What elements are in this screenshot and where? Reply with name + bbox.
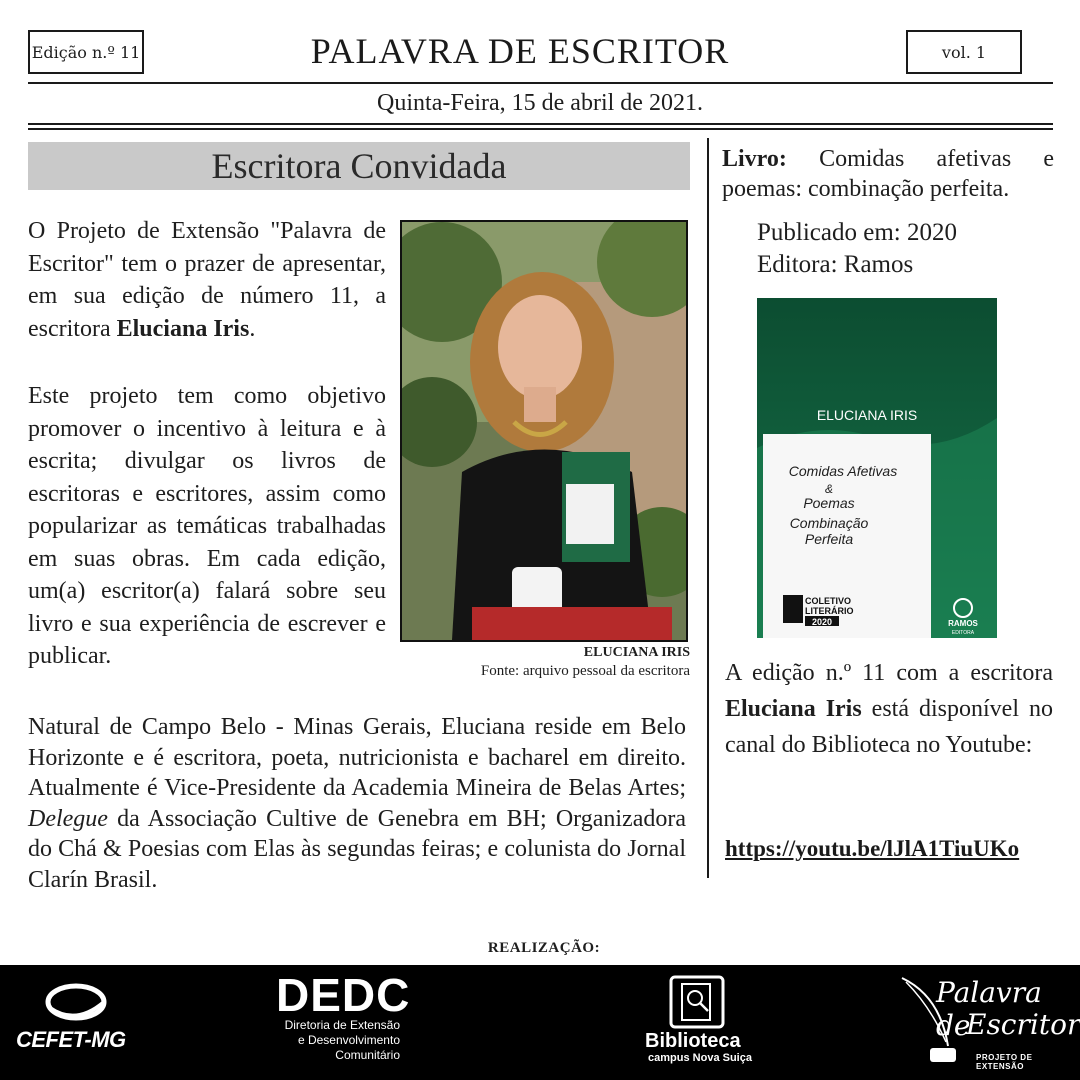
cover-title-3: Poemas	[803, 495, 855, 511]
youtube-link[interactable]: https://youtu.be/lJlA1TiuUKo	[725, 836, 1020, 861]
double-rule-bottom	[28, 128, 1053, 130]
column-divider	[707, 138, 709, 878]
cover-publisher-sub: EDITORA	[951, 630, 975, 636]
library-campus: campus Nova Suiça	[648, 1052, 752, 1064]
cover-author: ELUCIANA IRIS	[816, 407, 918, 423]
volume-text: vol. 1	[941, 42, 987, 62]
objective-paragraph: Este projeto tem como objetivo promover o incentivo à leitura e à escrita; divulgar os livros de escritoras e escritores, assim como popularizar as temáticas trabalhadas em suas obras. Em cada edição, um(a) escritor(a) falará sobre seu livro e sua experiência de escrever e publicar.	[28, 383, 386, 669]
issue-date: Quinta-Feira, 15 de abril de 2021.	[377, 90, 703, 116]
availability-paragraph: A edição n.º 11 com a escritora Eluciana Iris está disponível no canal do Biblioteca no Youtube:	[725, 660, 1053, 758]
section-header: Escritora Convidada	[28, 142, 690, 190]
edition-text: Edição n.º 11	[31, 42, 141, 62]
library-book-icon	[668, 974, 726, 1034]
book-info	[722, 144, 1054, 204]
photo-caption-source: Fonte: arquivo pessoal da escritora	[480, 663, 690, 679]
publisher-name: Editora: Ramos	[757, 251, 914, 278]
project-logo-line2: Escritor	[966, 1008, 1080, 1041]
masthead-rule	[28, 82, 1053, 84]
author-name: Eluciana Iris	[116, 315, 250, 342]
cover-badge-1: COLETIVO	[805, 596, 852, 606]
volume-label	[906, 30, 1022, 74]
published-year: Publicado em: 2020	[757, 219, 957, 246]
intro-paragraph: O Projeto de Extensão "Palavra de Escritor" tem o prazer de apresentar, em sua edição de número 11, a escritora Eluciana Iris.	[28, 218, 386, 342]
project-tagline: PROJETO DE EXTENSÃO	[976, 1053, 1033, 1071]
dedc-acronym: DEDC	[276, 969, 411, 1021]
publication-info	[757, 217, 1057, 281]
delegue-term: Delegue	[28, 805, 108, 832]
cefet-logo-icon	[44, 982, 108, 1032]
realizacao-label: REALIZAÇÃO:	[487, 940, 601, 956]
book-title: Comidas afetivas e poemas: combinação perfeita.	[722, 146, 1054, 202]
book-cover	[757, 298, 997, 638]
cefet-wordmark: CEFET-MG	[16, 1027, 126, 1052]
edition-label	[28, 30, 144, 74]
availability-author: Eluciana Iris	[725, 696, 862, 722]
cover-badge-year: 2020	[811, 617, 833, 627]
cover-title-1: Comidas Afetivas	[788, 463, 898, 479]
library-name: Biblioteca	[645, 1030, 741, 1052]
project-logo-line1: Palavra de	[936, 976, 1042, 1042]
cover-publisher: RAMOS	[948, 619, 978, 628]
cover-title-2: &	[824, 482, 834, 496]
biography-paragraph: Natural de Campo Belo - Minas Gerais, Eluciana reside em Belo Horizonte e é escritora, poeta, nutricionista e bacharel em direito. Atualmente é Vice-Presidente da Academia Mineira de Belas Artes; Delegue da Associação Cultive de Genebra em BH; Organizadora do Chá & Poesias com Elas às segundas feiras; e colunista do Jornal Clarín Brasil.	[28, 714, 686, 893]
cover-title-5: Perfeita	[804, 531, 854, 547]
dedc-description: Diretoria de Extensão e Desenvolvimento Comunitário	[284, 1018, 400, 1062]
book-label: Livro:	[722, 146, 787, 172]
cover-title-4: Combinação	[789, 515, 869, 531]
newsletter-title: PALAVRA DE ESCRITOR	[310, 31, 730, 71]
cover-badge-2: LITERÁRIO	[805, 606, 854, 616]
photo-caption-name: ELUCIANA IRIS	[583, 645, 690, 660]
author-photo	[400, 220, 688, 642]
double-rule-top	[28, 123, 1053, 125]
